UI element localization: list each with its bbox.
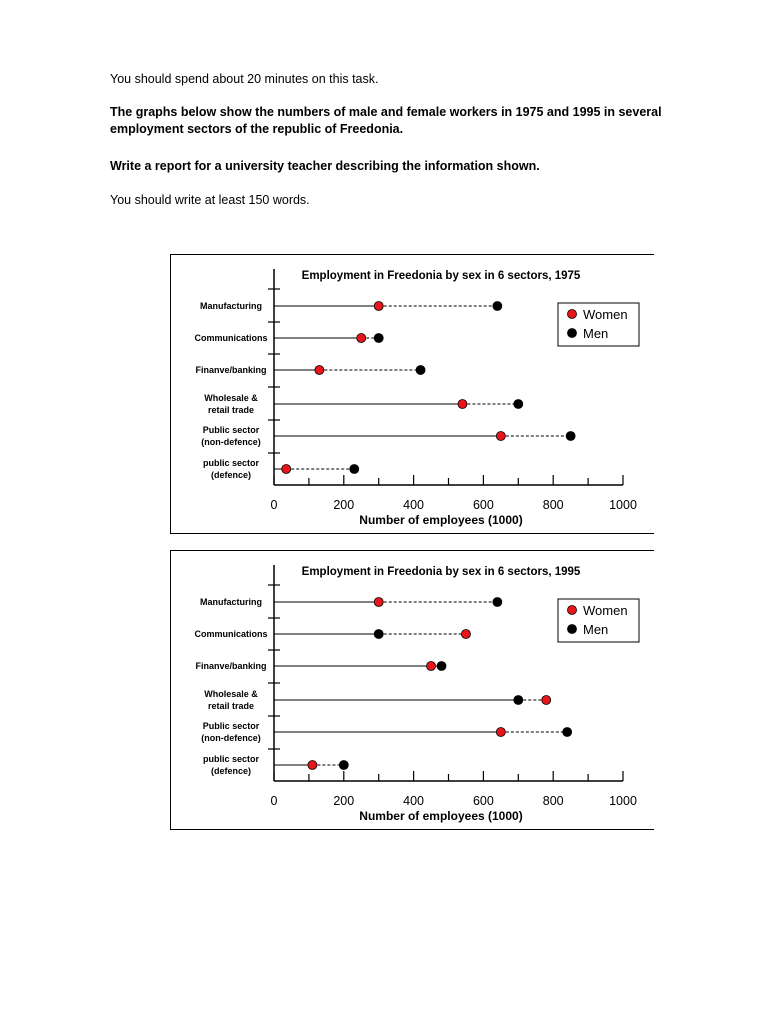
women-point <box>374 302 383 311</box>
women-point <box>427 662 436 671</box>
men-point <box>514 696 523 705</box>
x-tick-label: 200 <box>333 794 355 808</box>
men-point <box>437 662 446 671</box>
x-tick-label: 1000 <box>609 794 637 808</box>
legend-women-label: Women <box>583 307 628 322</box>
women-point <box>496 728 505 737</box>
women-point <box>461 630 470 639</box>
women-point <box>308 761 317 770</box>
category-label: Finanve/banking <box>195 661 267 671</box>
men-point <box>374 334 383 343</box>
category-label: public sector <box>202 754 260 764</box>
men-point <box>374 630 383 639</box>
legend-men-marker <box>568 329 577 338</box>
men-point <box>493 598 502 607</box>
men-point <box>339 761 348 770</box>
category-label: Wholesale & <box>204 393 258 403</box>
x-tick-label: 400 <box>403 794 425 808</box>
category-label: (defence) <box>210 470 252 480</box>
men-point <box>416 366 425 375</box>
category-label: Manufacturing <box>200 597 262 607</box>
audience-instruction: Write a report for a university teacher describing the information shown. <box>110 159 540 173</box>
women-point <box>282 465 291 474</box>
x-tick-label: 600 <box>472 498 494 512</box>
x-axis-label: Number of employees (1000) <box>359 513 523 527</box>
x-tick-label: 200 <box>333 498 355 512</box>
legend-women-label: Women <box>583 603 628 618</box>
women-point <box>315 366 324 375</box>
legend-men-label: Men <box>583 326 609 341</box>
women-point <box>357 334 366 343</box>
x-tick-label: 0 <box>270 498 278 512</box>
category-label: Public sector <box>202 721 260 731</box>
women-point <box>374 598 383 607</box>
men-point <box>514 400 523 409</box>
category-label: Communications <box>194 629 268 639</box>
x-axis-label: Number of employees (1000) <box>359 809 523 823</box>
task-description: The graphs below show the numbers of male and female workers in 1975 and 1995 in several employment sectors of the republic of Freedonia. <box>110 105 662 136</box>
category-label: retail trade <box>207 405 255 415</box>
chart-1995 <box>170 550 654 830</box>
x-tick-label: 1000 <box>609 498 637 512</box>
category-label: (defence) <box>210 766 252 776</box>
category-label: Public sector <box>202 425 260 435</box>
chart-1995-svg <box>171 551 654 829</box>
chart-title: Employment in Freedonia by sex in 6 sectors, 1995 <box>301 566 581 578</box>
men-point <box>563 728 572 737</box>
category-label: Manufacturing <box>200 301 262 311</box>
category-label: retail trade <box>207 701 255 711</box>
legend-men-label: Men <box>583 622 609 637</box>
men-point <box>493 302 502 311</box>
time-instruction: You should spend about 20 minutes on this task. <box>110 72 379 86</box>
women-point <box>496 432 505 441</box>
chart-1975-svg <box>171 255 654 533</box>
legend-women-marker <box>568 310 577 319</box>
category-label: (non-defence) <box>201 733 261 743</box>
men-point <box>566 432 575 441</box>
legend-men-marker <box>568 625 577 634</box>
x-tick-label: 800 <box>542 498 564 512</box>
category-label: (non-defence) <box>201 437 261 447</box>
length-instruction: You should write at least 150 words. <box>110 193 310 207</box>
x-tick-label: 400 <box>403 498 425 512</box>
category-label: Wholesale & <box>204 689 258 699</box>
category-label: public sector <box>202 458 260 468</box>
x-tick-label: 0 <box>270 794 278 808</box>
category-label: Communications <box>194 333 268 343</box>
x-tick-label: 800 <box>542 794 564 808</box>
chart-1975 <box>170 254 654 534</box>
x-tick-label: 600 <box>472 794 494 808</box>
category-label: Finanve/banking <box>195 365 267 375</box>
chart-title: Employment in Freedonia by sex in 6 sectors, 1975 <box>301 270 581 282</box>
women-point <box>542 696 551 705</box>
men-point <box>350 465 359 474</box>
women-point <box>458 400 467 409</box>
legend-women-marker <box>568 606 577 615</box>
